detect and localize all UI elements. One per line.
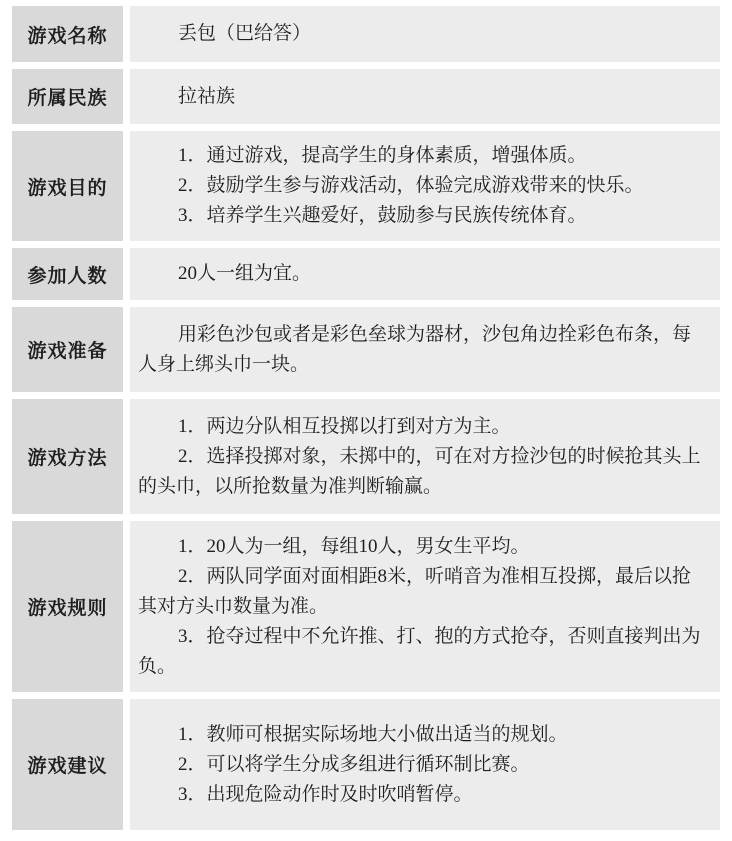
- row-content-game-method: [130, 399, 720, 514]
- table-row-ethnic-group: [12, 69, 720, 124]
- row-label-game-name: 游戏名称: [12, 6, 123, 62]
- row-label-game-rules: 游戏规则: [12, 521, 123, 692]
- content-line: 2．可以将学生分成多组进行循环制比赛。: [178, 753, 530, 775]
- content-line: 1．教师可根据实际场地大小做出适当的规划。: [178, 723, 568, 745]
- row-content-game-name: [130, 6, 720, 62]
- table-row-game-name: [12, 6, 720, 62]
- content-line: 2．两队同学面对面相距8米，听哨音为准相互投掷，最后以抢其对方头巾数量为准。: [138, 565, 692, 617]
- content-line: 3．抢夺过程中不允许推、打、抱的方式抢夺，否则直接判出为负。: [138, 625, 701, 677]
- table-row-game-purpose: [12, 131, 720, 241]
- row-content-game-purpose: [130, 131, 720, 241]
- row-content-game-preparation: [130, 307, 720, 392]
- row-content-game-rules: [130, 521, 720, 692]
- content-line: 1．通过游戏，提高学生的身体素质，增强体质。: [178, 145, 587, 166]
- game-info-table: [12, 6, 720, 837]
- row-content-ethnic-group: [130, 69, 720, 124]
- content-line: 2．选择投掷对象，未掷中的，可在对方捡沙包的时候抢其头上的头巾，以所抢数量为准判断输赢。: [138, 445, 701, 497]
- table-row-game-suggestions: [12, 699, 720, 830]
- row-label-game-suggestions: 游戏建议: [12, 699, 123, 830]
- row-label-ethnic-group: 所属民族: [12, 69, 123, 124]
- row-content-participants: [130, 248, 720, 300]
- content-line: 2．鼓励学生参与游戏活动，体验完成游戏带来的快乐。: [178, 175, 644, 196]
- row-content-game-suggestions: [130, 699, 720, 830]
- table-row-participants: [12, 248, 720, 300]
- content-line: 拉祜族: [178, 85, 236, 107]
- table-row-game-rules: [12, 521, 720, 692]
- content-line: 1．两边分队相互投掷以打到对方为主。: [178, 415, 511, 437]
- content-line: 3．培养学生兴趣爱好，鼓励参与民族传统体育。: [178, 205, 587, 226]
- row-label-participants: 参加人数: [12, 248, 123, 300]
- content-line: 3．出现危险动作时及时吹哨暂停。: [178, 783, 473, 805]
- row-label-game-preparation: 游戏准备: [12, 307, 123, 392]
- table-row-game-method: [12, 399, 720, 514]
- content-line: 用彩色沙包或者是彩色垒球为器材，沙包角边拴彩色布条，每人身上绑头巾一块。: [138, 323, 692, 375]
- row-label-game-method: 游戏方法: [12, 399, 123, 514]
- row-label-game-purpose: 游戏目的: [12, 131, 123, 241]
- content-line: 1．20人为一组，每组10人，男女生平均。: [178, 535, 530, 557]
- content-line: 20人一组为宜。: [178, 263, 312, 284]
- table-row-game-preparation: [12, 307, 720, 392]
- content-line: 丢包（巴给答）: [178, 23, 312, 44]
